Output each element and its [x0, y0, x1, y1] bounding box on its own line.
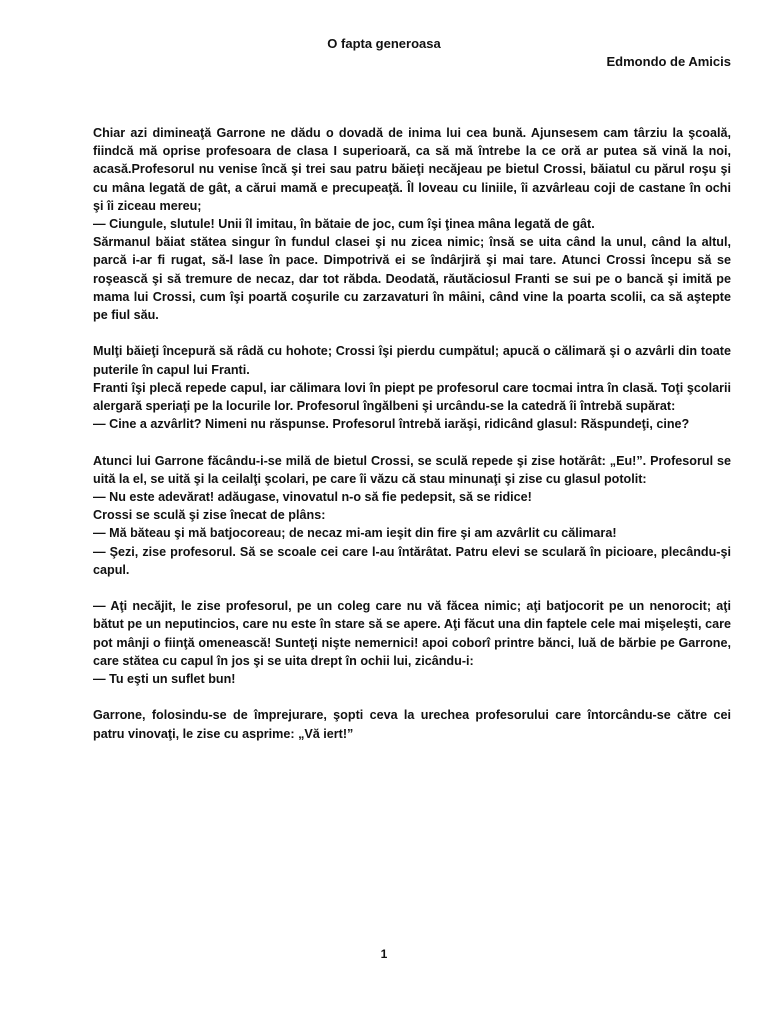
- paragraph: Atunci lui Garrone făcându-i-se milă de bietul Crossi, se sculă repede şi zise hotărât: „Eu!”. Profesorul se uită la el, se uită şi la ceilalţi şcolari, pe care îi văzu că stau minunaţi şi zise cu glasul potolit:: [93, 453, 731, 486]
- paragraph: — Cine a azvârlit? Nimeni nu răspunse. Profesorul întrebă iarăşi, ridicând glasul: Răspundeţi, cine?: [93, 417, 690, 432]
- paragraph: Sărmanul băiat stătea singur în fundul clasei şi nu zicea nimic; însă se uita când la unul, când la altul, parcă i-ar fi rugat, să-l lase în pace. Dimpotrivă ei se îndârjiră şi mai tare. Atunci Crossi începu să se roşească şi să tremure de necaz, dar tot răbda. Deodată, răutăciosul Franti se sui pe o bancă şi imită pe mama lui Crossi, cum îşi poartă coşurile cu zarzavaturi în mâini, când vine la poarta scolii, ca să aştepte pe fiul său.: [93, 235, 731, 323]
- document-body: [93, 124, 731, 743]
- paragraph: — Mă băteau şi mă batjocoreau; de necaz mi-am ieşit din fire şi am azvârlit cu călimara!: [93, 526, 617, 541]
- paragraph: — Şezi, zise profesorul. Să se scoale cei care l-au întărâtat. Patru elevi se sculară în picioare, plecându-şi capul.: [93, 544, 731, 577]
- page-number: 1: [380, 947, 388, 961]
- paragraph: Garrone, folosindu-se de împrejurare, şopti ceva la urechea profesorului care întorcându-se către cei patru vinovaţi, le zise cu asprime: „Vă iert!”: [93, 708, 731, 741]
- paragraph: Crossi se sculă şi zise înecat de plâns:: [93, 508, 326, 523]
- document-title: O fapta generoasa: [327, 36, 441, 51]
- paragraph: — Ciungule, slutule! Unii îl imitau, în bătaie de joc, cum îşi ţinea mâna legată de gât.: [93, 217, 595, 232]
- paragraph: — Tu eşti un suflet bun!: [93, 672, 236, 687]
- document-author: Edmondo de Amicis: [606, 54, 731, 69]
- paragraph: Mulţi băieţi începură să râdă cu hohote; Crossi îşi pierdu cumpătul; apucă o călimară şi o azvârli din toate puterile în capul lui Franti.: [93, 344, 731, 377]
- paragraph: Chiar azi dimineaţă Garrone ne dădu o dovadă de inima lui cea bună. Ajunsesem cam târziu la şcoală, fiindcă mă oprise profesoara de clasa I superioară, ca să mă întrebe la ce oră ar putea să vină la noi, acasă.Profesorul nu venise încă şi trei sau patru băieţi necăjeau pe bietul Crossi, băiatul cu părul roşu şi cu mâna legată de gât, a cărui mamă e precupeaţă. Îl loveau cu liniile, îi azvârleau coji de castane în ochi şi îi ziceau mereu;: [93, 126, 731, 213]
- paragraph: — Aţi necăjit, le zise profesorul, pe un coleg care nu vă făcea nimic; aţi batjocorit pe un nenorocit; aţi bătut pe un neputincios, care nu este în stare să se apere. Aţi făcut una din faptele cele mai mişeleşti, care pot mânji o fiinţă omenească! Sunteţi nişte nemernici! apoi coborî printre bănci, luă de bărbie pe Garrone, care stătea cu capul în jos şi se uita drept în ochii lui, zicându-i:: [93, 599, 731, 668]
- paragraph: — Nu este adevărat! adăugase, vinovatul n-o să fie pedepsit, să se ridice!: [93, 490, 532, 505]
- paragraph: Franti îşi plecă repede capul, iar călimara lovi în piept pe profesorul care tocmai intra în clasă. Toţi şcolarii alergară speriaţi pe la locurile lor. Profesorul îngălbeni şi urcându-se la catedră îi întrebă supărat:: [93, 380, 731, 414]
